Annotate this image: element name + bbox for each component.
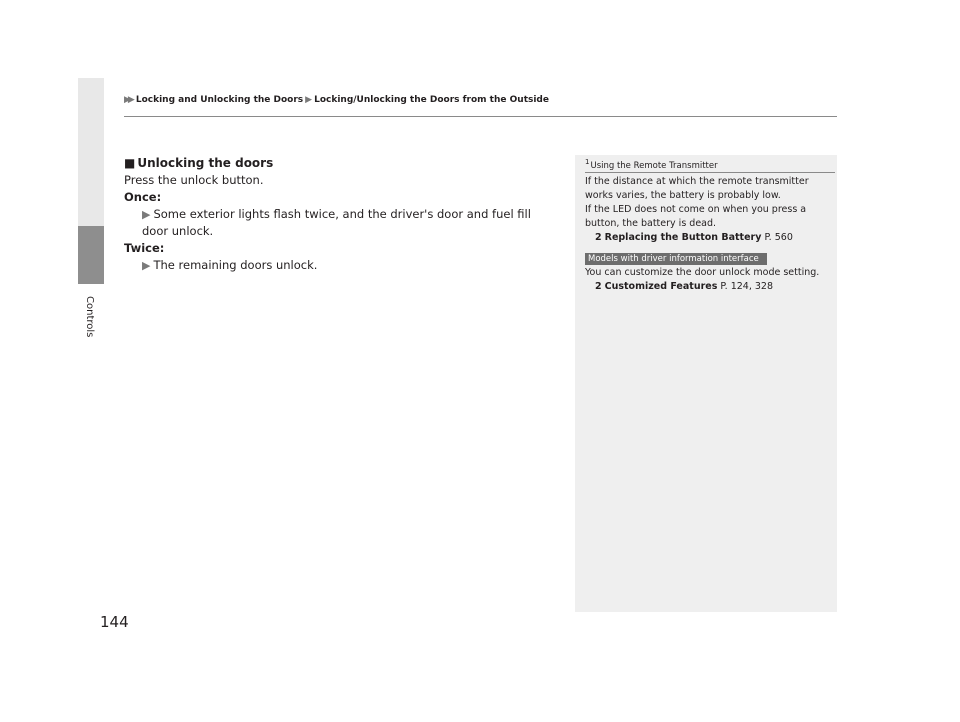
breadcrumb	[124, 95, 549, 105]
reference-link-customized[interactable]	[585, 280, 835, 294]
side-tab-blank	[78, 0, 104, 78]
result-once	[124, 206, 559, 240]
reference-title: Replacing the Button Battery	[604, 232, 762, 243]
reference-page: P. 124, 328	[720, 281, 773, 292]
reference-title: Customized Features	[604, 281, 718, 292]
sidebar-paragraph: You can customize the door unlock mode setting.	[585, 267, 820, 278]
sidebar-body	[585, 175, 835, 294]
side-tab-stripe	[78, 78, 104, 226]
main-content	[124, 155, 559, 274]
sidebar-divider	[585, 172, 835, 173]
sidebar-number-icon: 1	[585, 158, 590, 166]
sidebar-title	[585, 158, 718, 171]
sidebar-paragraph: If the LED does not come on when you press a button, the battery is dead.	[585, 204, 807, 229]
reference-icon: 2	[595, 281, 602, 292]
breadcrumb-item[interactable]: Locking/Unlocking the Doors from the Outside	[314, 95, 549, 105]
reference-page: P. 560	[764, 232, 793, 243]
section-heading-text: Unlocking the doors	[137, 156, 274, 170]
header-divider	[124, 116, 837, 117]
page-number: 144	[100, 613, 129, 631]
sidebar-title-text: Using the Remote Transmitter	[590, 160, 718, 171]
sidebar-note	[575, 155, 837, 612]
intro-text: Press the unlock button.	[124, 173, 264, 187]
result-text: The remaining doors unlock.	[153, 258, 318, 272]
models-badge: Models with driver information interface	[585, 253, 767, 265]
side-tab-label: Controls	[84, 296, 95, 338]
square-bullet-icon: ■	[124, 156, 136, 170]
term-once: Once:	[124, 190, 162, 204]
arrow-icon: ▶	[142, 208, 151, 221]
sidebar-paragraph: If the distance at which the remote transmitter works varies, the battery is probably low.	[585, 176, 809, 201]
reference-icon: 2	[595, 232, 602, 243]
arrow-icon: ▶	[142, 259, 151, 272]
result-twice	[124, 257, 559, 274]
side-tab-active	[78, 226, 104, 284]
section-heading	[124, 155, 559, 172]
reference-link-battery[interactable]	[585, 231, 835, 245]
breadcrumb-item[interactable]: Locking and Unlocking the Doors	[135, 95, 304, 105]
result-text: Some exterior lights flash twice, and the driver's door and fuel fill door unlock.	[142, 207, 531, 238]
breadcrumb-arrow-icon: ▶	[305, 95, 313, 105]
breadcrumb-arrow-icon: ▶▶	[124, 95, 132, 105]
term-twice: Twice:	[124, 241, 165, 255]
